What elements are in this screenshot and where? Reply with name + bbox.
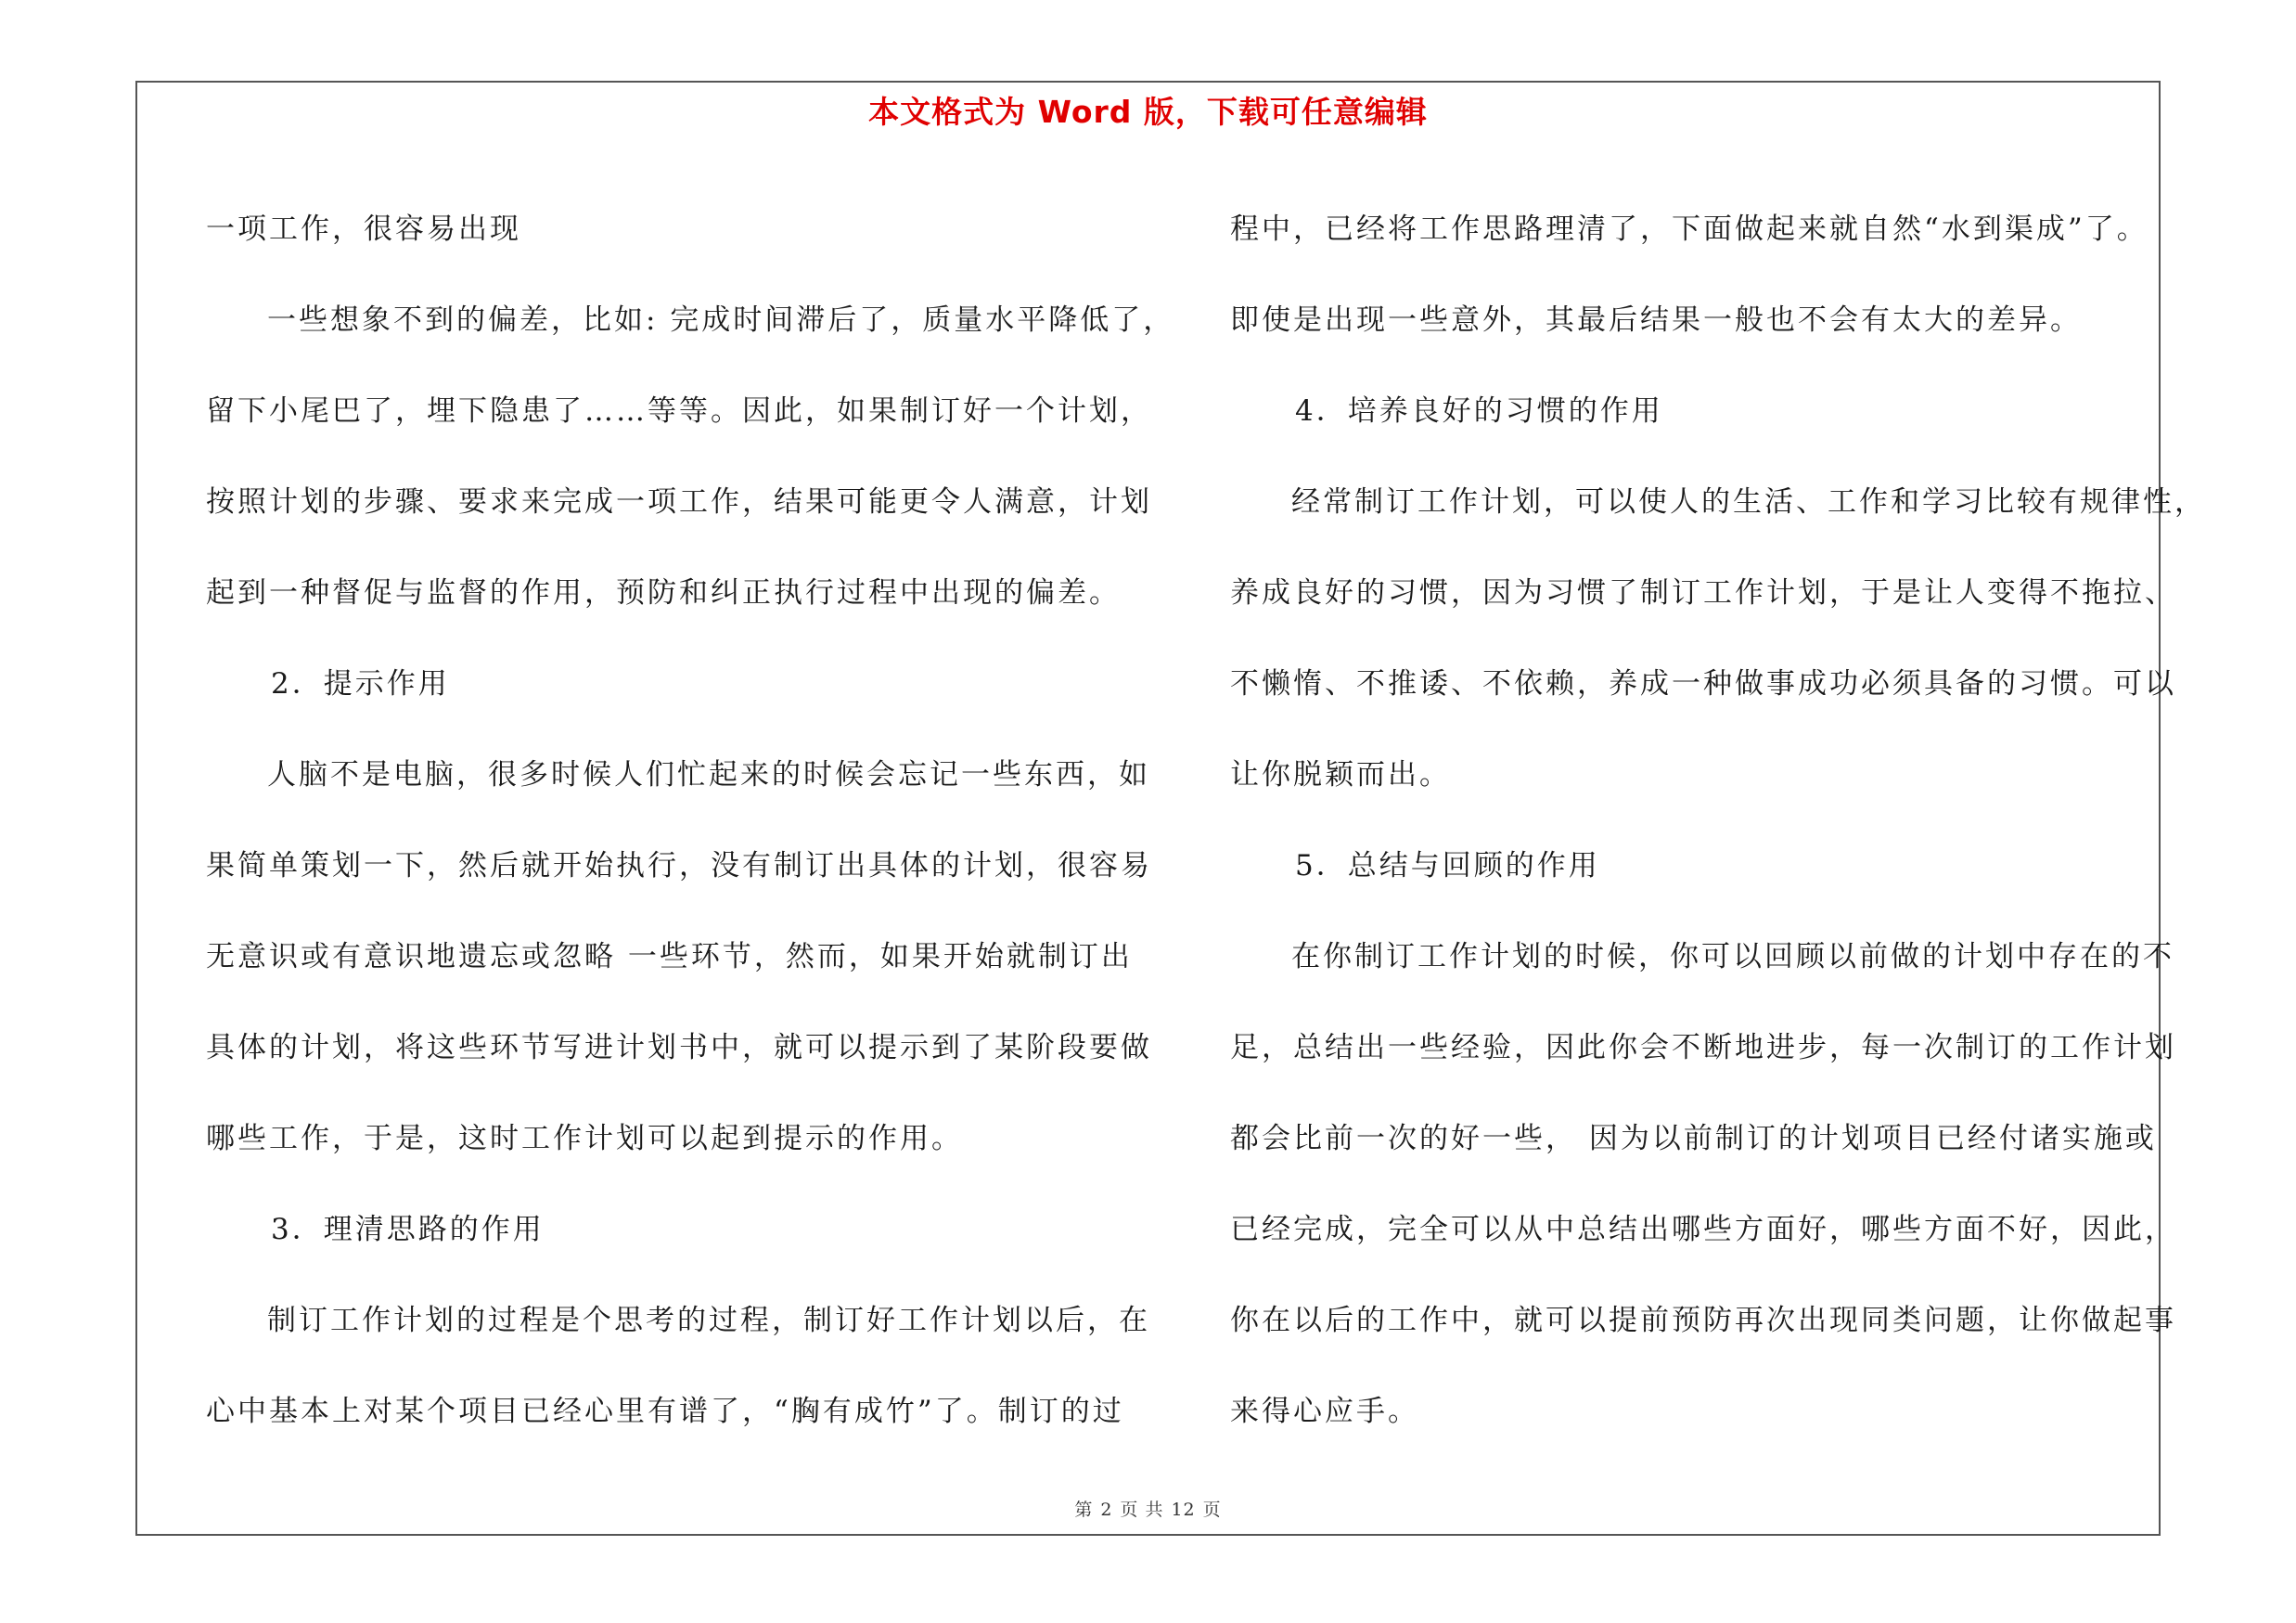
- text-line: 养成良好的习惯，因为习惯了制订工作计划，于是让人变得不拖拉、: [1230, 576, 2176, 610]
- text-line: 起到一种督促与监督的作用，预防和纠正执行过程中出现的偏差。: [206, 576, 1121, 610]
- text-line: 按照计划的步骤、要求来完成一项工作，结果可能更令人满意，计划: [206, 485, 1152, 519]
- page-footer: [0, 1496, 2296, 1521]
- text-line: 程中，已经将工作思路理清了，下面做起来就自然“水到渠成”了。: [1230, 213, 2148, 246]
- footer-prefix: 第: [1074, 1500, 1094, 1520]
- section-heading: 3．理清思路的作用: [271, 1213, 545, 1246]
- section-heading: 5．总结与回顾的作用: [1295, 849, 1600, 882]
- footer-total-pages: 12: [1171, 1500, 1196, 1520]
- text-line: 来得心应手。: [1230, 1395, 1419, 1428]
- text-line: 果简单策划一下，然后就开始执行，没有制订出具体的计划，很容易: [206, 849, 1152, 882]
- text-line: 无意识或有意识地遗忘或忽略 一些环节，然而，如果开始就制订出: [206, 940, 1133, 973]
- right-column: [1230, 184, 2206, 1457]
- text-line: 制订工作计划的过程是个思考的过程，制订好工作计划以后，在: [267, 1304, 1150, 1337]
- text-line: 让你脱颖而出。: [1230, 758, 1451, 792]
- text-line: 心中基本上对某个项目已经心里有谱了，“胸有成竹”了。制订的过: [206, 1395, 1124, 1428]
- section-heading: 4．培养良好的习惯的作用: [1295, 394, 1663, 428]
- text-line: 经常制订工作计划，可以使人的生活、工作和学习比较有规律性，: [1291, 485, 2206, 519]
- text-line: 已经完成，完全可以从中总结出哪些方面好，哪些方面不好，因此，: [1230, 1213, 2176, 1246]
- text-line: 人脑不是电脑，很多时候人们忙起来的时候会忘记一些东西，如: [267, 758, 1150, 792]
- text-line: 一项工作，很容易出现: [206, 213, 521, 246]
- text-line: 在你制订工作计划的时候，你可以回顾以前做的计划中存在的不: [1291, 940, 2174, 973]
- header-banner: 本文格式为 Word 版，下载可任意编辑: [868, 94, 1428, 130]
- footer-middle: 页 共: [1120, 1500, 1164, 1520]
- text-line: 你在以后的工作中，就可以提前预防再次出现同类问题，让你做起事: [1230, 1304, 2176, 1337]
- text-line: 即使是出现一些意外，其最后结果一般也不会有太大的差异。: [1230, 303, 2082, 337]
- text-line: 哪些工作，于是，这时工作计划可以起到提示的作用。: [206, 1122, 963, 1155]
- text-line: 都会比前一次的好一些， 因为以前制订的计划项目已经付诸实施或: [1230, 1122, 2157, 1155]
- text-line: 一些想象不到的偏差，比如: 完成时间滞后了，质量水平降低了，: [267, 303, 1175, 337]
- left-column: [206, 184, 1175, 1457]
- footer-suffix: 页: [1202, 1500, 1222, 1520]
- text-line: 不懒惰、不推诿、不依赖，养成一种做事成功必须具备的习惯。可以: [1230, 667, 2176, 701]
- text-line: 具体的计划，将这些环节写进计划书中，就可以提示到了某阶段要做: [206, 1031, 1152, 1064]
- text-line: 足，总结出一些经验，因此你会不断地进步，每一次制订的工作计划: [1230, 1031, 2176, 1064]
- footer-page-number: 2: [1100, 1500, 1113, 1520]
- text-line: 留下小尾巴了，埋下隐患了……等等。因此，如果制订好一个计划，: [206, 394, 1152, 428]
- section-heading: 2．提示作用: [271, 667, 450, 701]
